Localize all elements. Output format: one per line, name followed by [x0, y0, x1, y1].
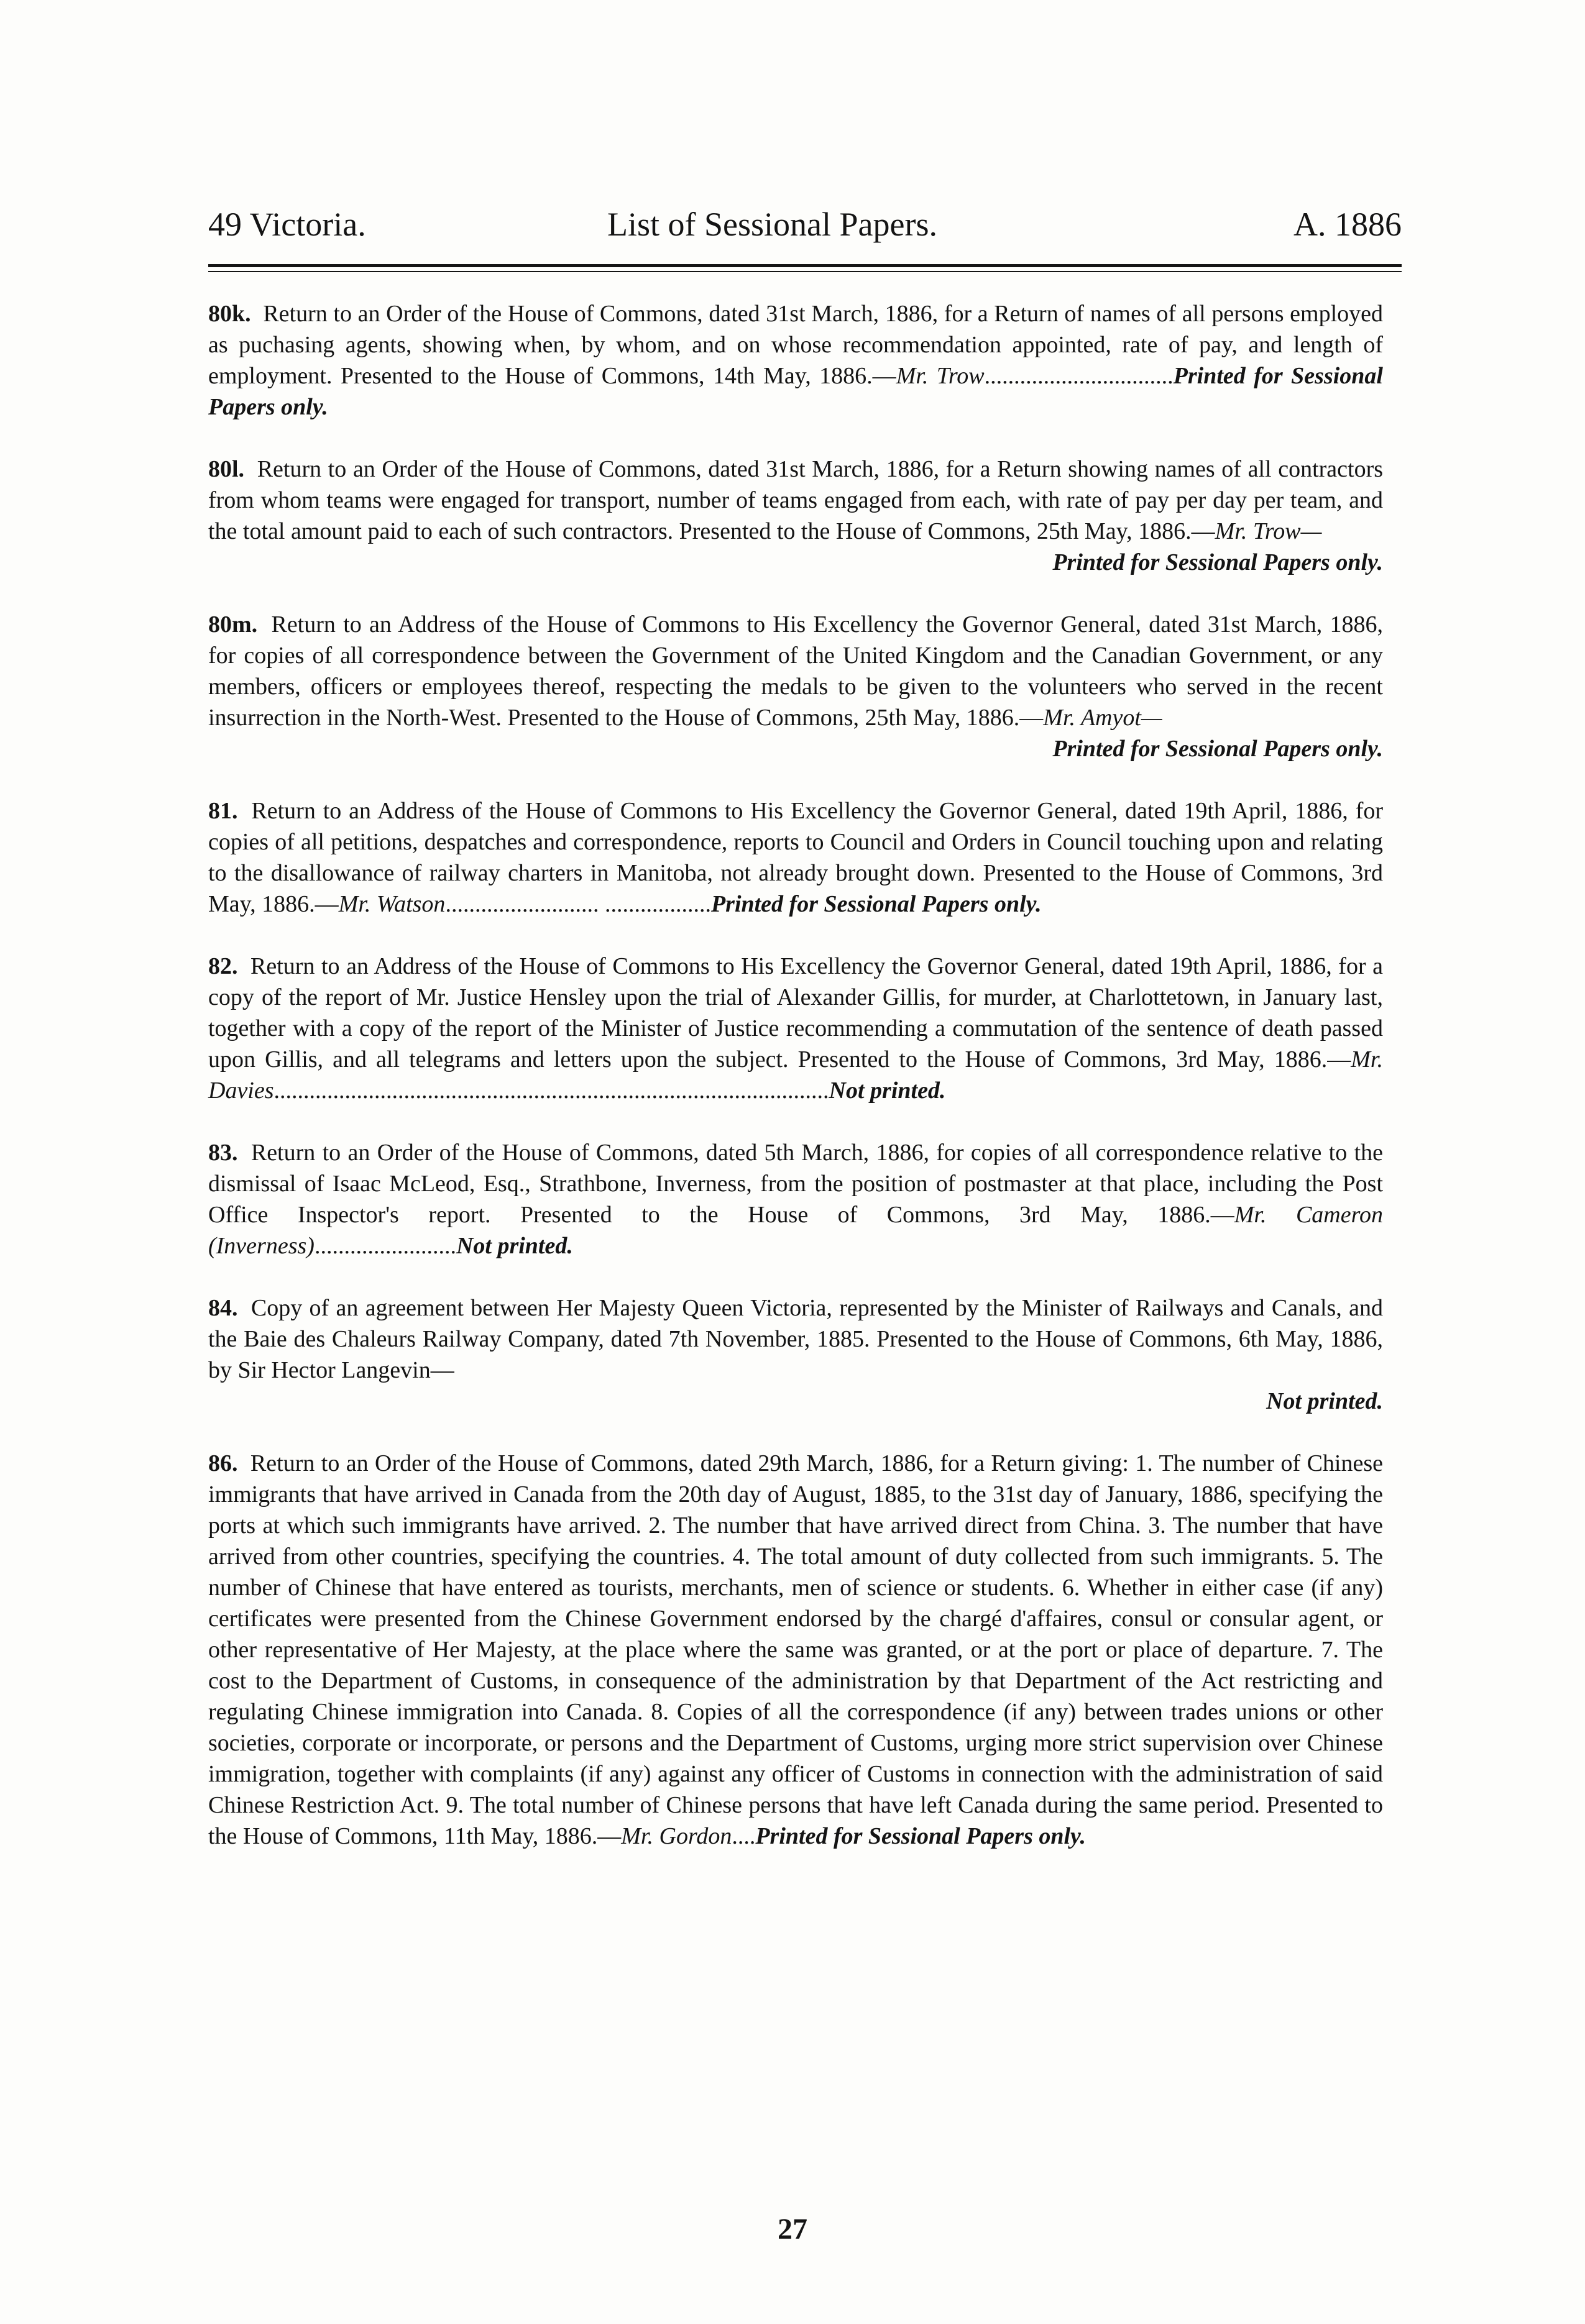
entry-status: Printed for Sessional Papers only. — [208, 363, 1383, 420]
entry-text: Return to an Address of the House of Commons to His Excellency the Governor General, dated 19th April, 1886, for a copy of the report of Mr. Justice Hensley upon the trial of Alexander Gillis, for murder, at Charlottetown, in January last, together with a copy of the report of the Minister of Justice recommending a commutation of the sentence of death passed upon Gillis, and all telegrams and letters upon the subject. Presented to the House of Commons, 3rd May, 1886.— — [208, 953, 1384, 1073]
entry-80m — [208, 609, 1383, 764]
entry-83 — [208, 1137, 1383, 1261]
entry-leader: .... — [732, 1823, 756, 1849]
entry-80l — [208, 454, 1383, 578]
entry-82 — [208, 951, 1383, 1106]
entry-number: 86. — [208, 1450, 238, 1476]
entry-status: Not printed. — [1266, 1388, 1383, 1414]
entry-status: Printed for Sessional Papers only. — [1052, 549, 1383, 575]
header-title: List of Sessional Papers. — [607, 206, 937, 243]
entry-leader: .......................... .................. — [445, 891, 711, 917]
entry-text: Return to an Address of the House of Commons to His Excellency the Governor General, dated 31st March, 1886, for copies of all correspondence between the Government of the United Kingdom and the Canadian Government, or any members, officers or employees thereof, respecting the medals to be given to the volunteers who served in the recent insurrection in the North-West. Presented to the House of Commons, 25th May, 1886.— — [208, 611, 1383, 731]
header-rule-thin — [208, 271, 1402, 272]
entry-member: Mr. Davies — [208, 1046, 1383, 1104]
header-volume: 49 Victoria. — [208, 206, 366, 243]
entry-status: Printed for Sessional Papers only. — [710, 891, 1042, 917]
page-number: 27 — [778, 2213, 807, 2246]
entry-text: Return to an Address of the House of Commons to His Excellency the Governor General, dated 19th April, 1886, for copies of all petitions, despatches and correspondence, reports to Council and Orders in Council touching upon and relating to the disallowance of railway charters in Manitoba, not already brought down. Presented to the House of Commons, 3rd May, 1886.— — [208, 798, 1384, 917]
entry-86 — [208, 1448, 1383, 1852]
entry-status: Not printed. — [456, 1233, 573, 1259]
entry-number: 82. — [208, 953, 238, 979]
entry-80k — [208, 298, 1383, 423]
header-year: A. 1886 — [1293, 206, 1402, 243]
entry-number: 80k. — [208, 301, 251, 327]
entry-member: Mr. Amyot— — [1043, 705, 1162, 731]
entry-status: Not printed. — [829, 1077, 946, 1104]
entry-number: 83. — [208, 1140, 238, 1166]
entry-text: Copy of an agreement between Her Majesty Queen Victoria, represented by the Minister of Railways and Canals, and the Baie des Chaleurs Railway Company, dated 7th November, 1885. Presented to the House of Commons, 6th May, 1886, by Sir Hector Langevin— — [208, 1295, 1383, 1383]
entry-number: 80m. — [208, 611, 258, 638]
header-rule-thick — [208, 264, 1402, 267]
entry-text: Return to an Order of the House of Commons, dated 31st March, 1886, for a Return showing names of all contractors from whom teams were engaged for transport, number of teams engaged from each, with rate of pay per day per team, and the total amount paid to each of such contractors. Presented to the House of Commons, 25th May, 1886.— — [208, 456, 1384, 544]
entries-list — [208, 298, 1383, 1883]
entry-text: Return to an Order of the House of Commons, dated 31st March, 1886, for a Return of names of all persons employed as puchasing agents, showing when, by whom, and on whose recommendation appointed, rate of pay, and length of employment. Presented to the House of Commons, 14th May, 1886.— — [208, 301, 1384, 389]
running-header — [208, 205, 1402, 261]
entry-81 — [208, 795, 1383, 920]
entry-leader: .............................................................................................. — [273, 1077, 829, 1104]
entry-text: Return to an Order of the House of Commons, dated 5th March, 1886, for copies of all correspondence relative to the dismissal of Isaac McLeod, Esq., Strathbone, Inverness, from the position of postmaster at that place, including the Post Office Inspector's report. Presented to the House of Commons, 3rd May, 1886.— — [208, 1140, 1383, 1228]
entry-member: Mr. Gordon — [621, 1823, 732, 1849]
entry-84 — [208, 1292, 1383, 1417]
entry-member: Mr. Trow— — [1215, 518, 1322, 544]
entry-number: 81. — [208, 798, 238, 824]
entry-leader: ........................ — [314, 1233, 456, 1259]
entry-member: Mr. Watson — [338, 891, 446, 917]
entry-member: Mr. Cameron (Inverness) — [208, 1202, 1383, 1259]
entry-status: Printed for Sessional Papers only. — [755, 1823, 1087, 1849]
entry-leader: ................................ — [984, 363, 1174, 389]
entry-number: 80l. — [208, 456, 245, 482]
entry-number: 84. — [208, 1295, 238, 1321]
entry-status: Printed for Sessional Papers only. — [1052, 736, 1383, 762]
entry-member: Mr. Trow — [896, 363, 985, 389]
entry-text: Return to an Order of the House of Commons, dated 29th March, 1886, for a Return giving: 1. The number of Chinese immigrants that have arrived in Canada from the 20th day of August, 1885, to the 31st day of January, 1886, specifying the ports at which such immigrants have arrived. 2. The number that have arrived direct from China. 3. The number that have arrived from other countries, specifying the countries. 4. The total amount of duty collected from such immigrants. 5. The number of Chinese that have entered as tourists, merchants, men of science or students. 6. Whether in either case (if any) certificates were presented from the Chinese Government endorsed by the chargé d'affaires, consul or consular agent, or other representative of Her Majesty, at the place where the same was granted, or at the port or place of departure. 7. The cost to the Department of Customs, in consequence of the administration by that Department of the Act restricting and regulating Chinese immigration into Canada. 8. Copies of all the correspondence (if any) between trades unions or other societies, corporate or incorporate, or persons and the Department of Customs, urging more strict supervision over Chinese immigration, together with complaints (if any) against any officer of Customs in connection with the administration of said Chinese Restriction Act. 9. The total number of Chinese persons that have left Canada during the same period. Presented to the House of Commons, 11th May, 1886.— — [208, 1450, 1384, 1849]
